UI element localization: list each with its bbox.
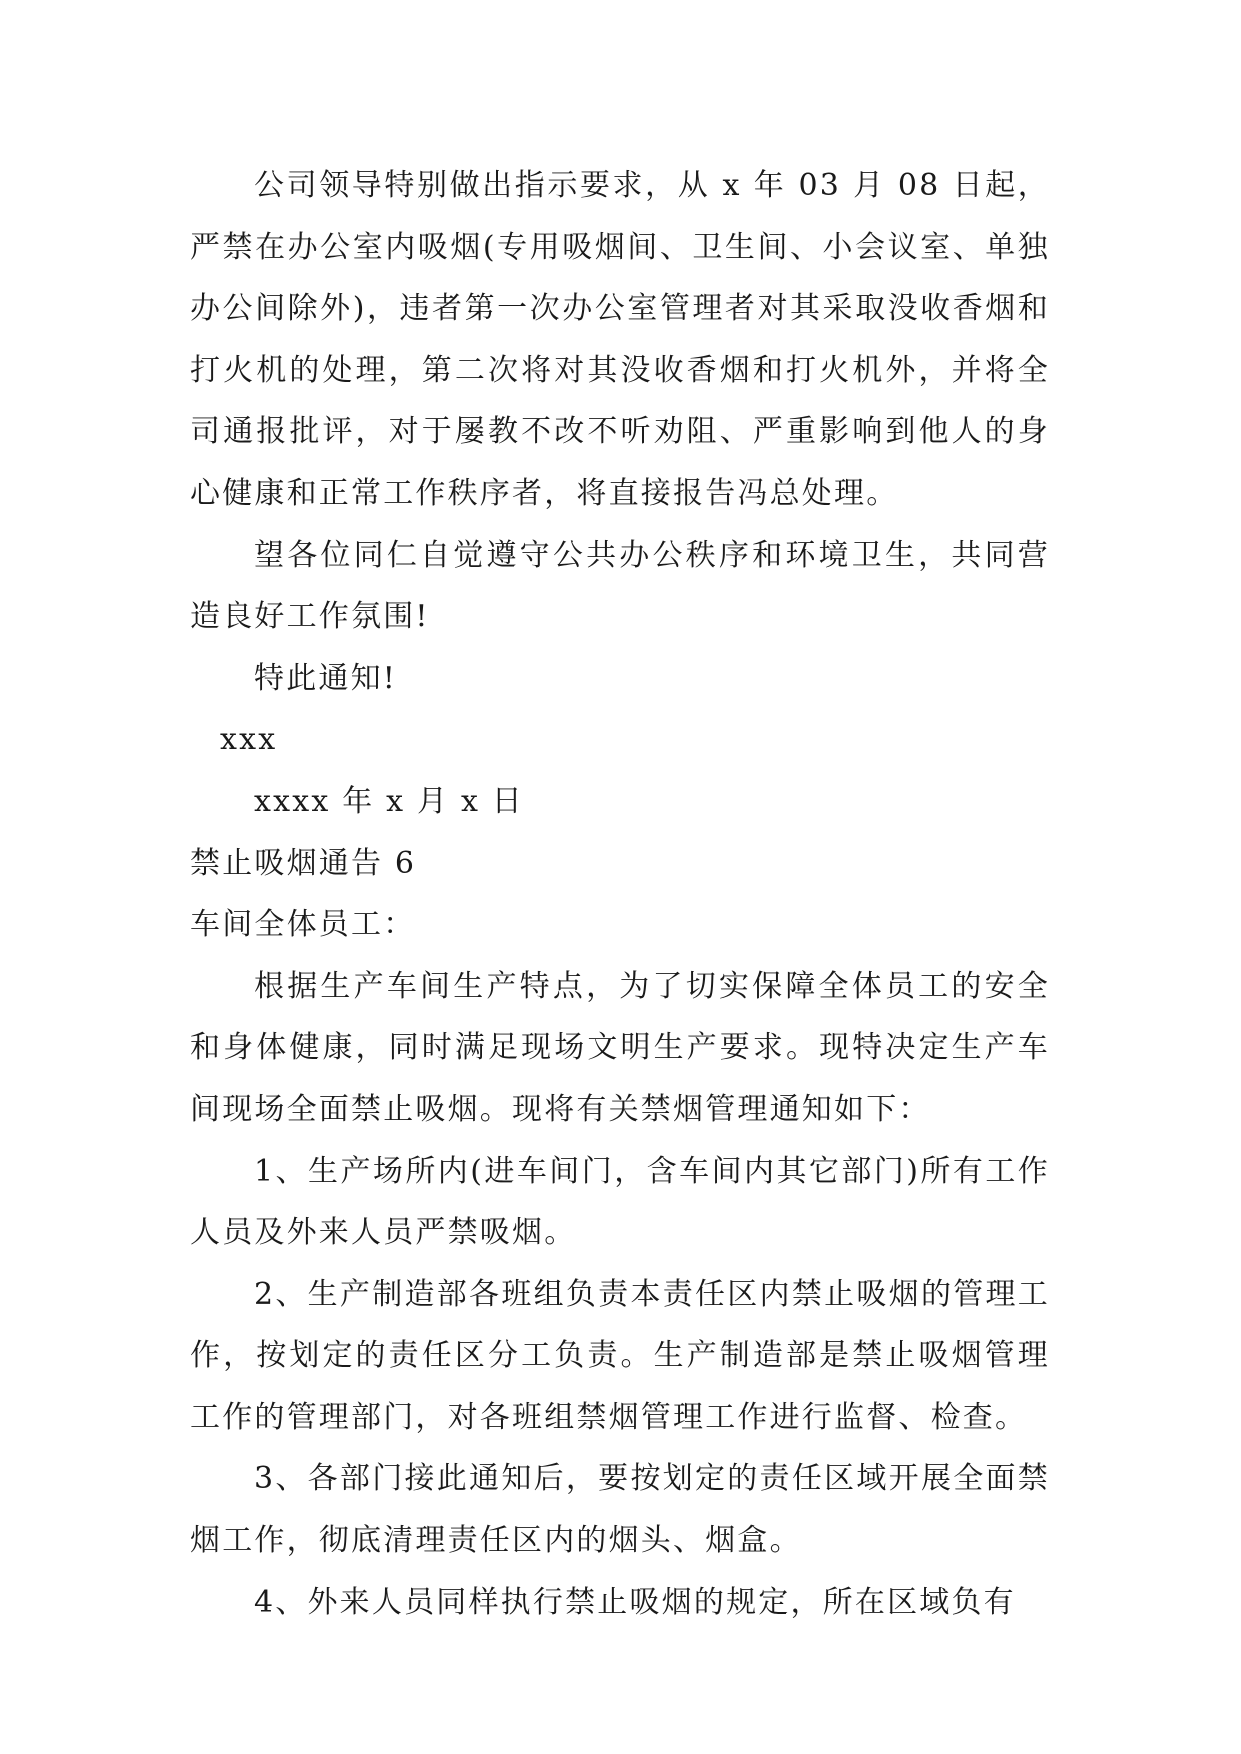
list-item-4: 4、外来人员同样执行禁止吸烟的规定，所在区域负有 bbox=[254, 1584, 1016, 1620]
list-item-3: 3、各部门接此通知后，要按划定的责任区域开展全面禁烟工作，彻底清理责任区内的烟头、烟盒。 bbox=[190, 1461, 1050, 1559]
paragraph-notice-closing: 特此通知! bbox=[254, 660, 398, 696]
document-body bbox=[190, 155, 1050, 1633]
list-item-2: 2、生产制造部各班组负责本责任区内禁止吸烟的管理工作，按划定的责任区分工负责。生产制造部是禁止吸烟管理工作的管理部门，对各班组禁烟管理工作进行监督、检查。 bbox=[190, 1276, 1050, 1435]
paragraph-office-smoking-ban: 公司领导特别做出指示要求，从 x 年 03 月 08 日起，严禁在办公室内吸烟(专用吸烟间、卫生间、小会议室、单独办公间除外)，违者第一次办公室管理者对其采取没收香烟和打火机的处理，第二次将对其没收香烟和打火机外，并将全司通报批评，对于屡教不改不听劝阻、严重影响到他人的身心健康和正常工作秩序者，将直接报告冯总处理。 bbox=[190, 168, 1050, 511]
salutation: 车间全体员工： bbox=[190, 907, 416, 943]
notice-title: 禁止吸烟通告 6 bbox=[190, 845, 417, 881]
paragraph-colleague-appeal: 望各位同仁自觉遵守公共办公秩序和环境卫生，共同营造良好工作氛围! bbox=[190, 537, 1050, 635]
signature-date: xxxx 年 x 月 x 日 bbox=[254, 783, 524, 819]
paragraph-workshop-intro: 根据生产车间生产特点，为了切实保障全体员工的安全和身体健康，同时满足现场文明生产要求。现特决定生产车间现场全面禁止吸烟。现将有关禁烟管理通知如下： bbox=[190, 968, 1050, 1127]
signature-name: xxx bbox=[220, 722, 278, 758]
list-item-1: 1、生产场所内(进车间门，含车间内其它部门)所有工作人员及外来人员严禁吸烟。 bbox=[190, 1153, 1050, 1251]
